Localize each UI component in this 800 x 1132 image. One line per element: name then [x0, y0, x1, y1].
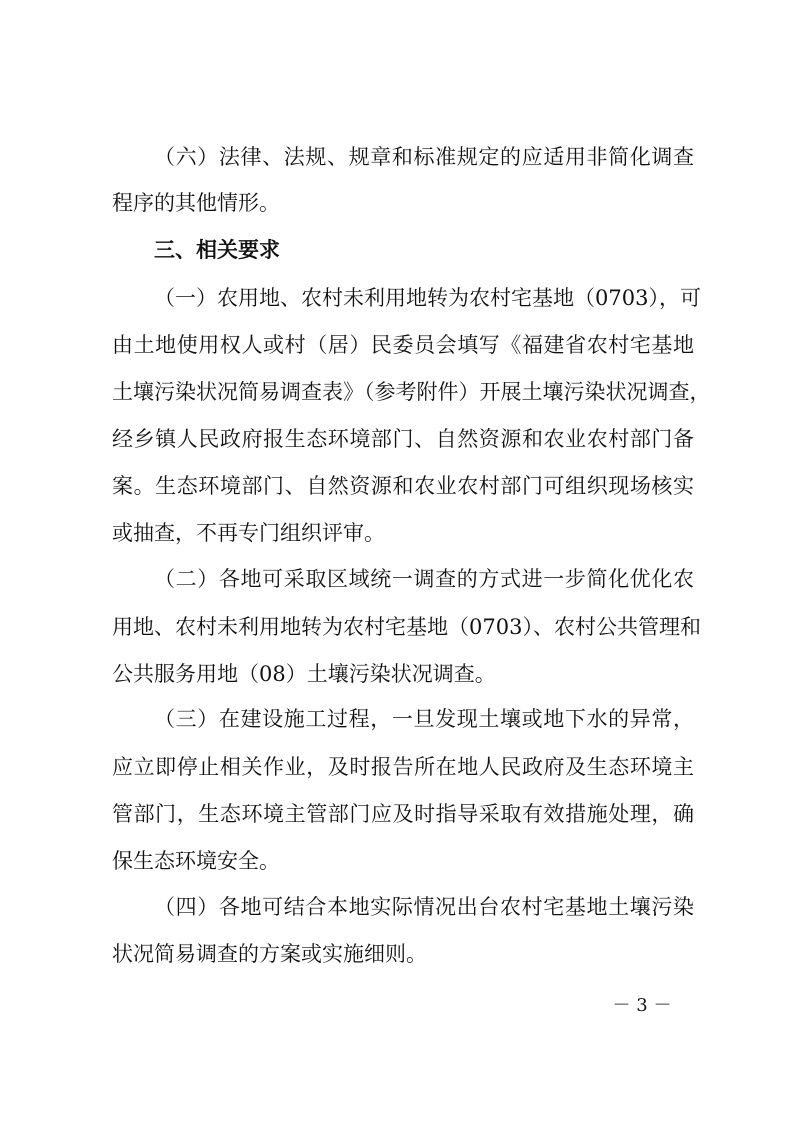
text-line: 案。生态环境部门、自然资源和农业农村部门可组织现场核实	[112, 474, 694, 498]
text-line: 状况简易调查的方案或实施细则。	[112, 942, 427, 966]
text-line: 经乡镇人民政府报生态环境部门、自然资源和农业农村部门备	[112, 427, 694, 451]
text-line: （六）法律、法规、规章和标准规定的应适用非简化调查	[154, 145, 694, 169]
text-line: （三）在建设施工过程，一旦发现土壤或地下水的异常，	[154, 707, 694, 731]
text-line: 或抽查，不再专门组织评审。	[112, 521, 385, 545]
page-number: － 3 －	[612, 995, 672, 1016]
text-line: 保生态环境安全。	[112, 849, 280, 873]
text-line: 土壤污染状况简易调查表》（参考附件）开展土壤污染状况调查，	[112, 380, 711, 404]
text-line: 管部门，生态环境主管部门应及时指导采取有效措施处理，确	[112, 802, 694, 826]
text-line: 程序的其他情形。	[112, 191, 280, 215]
text-line: （一）农用地、农村未利用地转为农村宅基地（0703），可	[154, 286, 701, 310]
text-line: （四）各地可结合本地实际情况出台农村宅基地土壤污染	[154, 895, 694, 919]
text-line: （二）各地可采取区域统一调查的方式进一步简化优化农	[154, 567, 694, 591]
section-heading: 三、相关要求	[154, 238, 280, 262]
text-line: 应立即停止相关作业，及时报告所在地人民政府及生态环境主	[112, 755, 694, 779]
text-line: 公共服务用地（08）土壤污染状况调查。	[112, 662, 496, 686]
text-line: 用地、农村未利用地转为农村宅基地（0703）、农村公共管理和	[112, 615, 701, 639]
text-line: 由土地使用权人或村（居）民委员会填写《福建省农村宅基地	[112, 333, 694, 357]
